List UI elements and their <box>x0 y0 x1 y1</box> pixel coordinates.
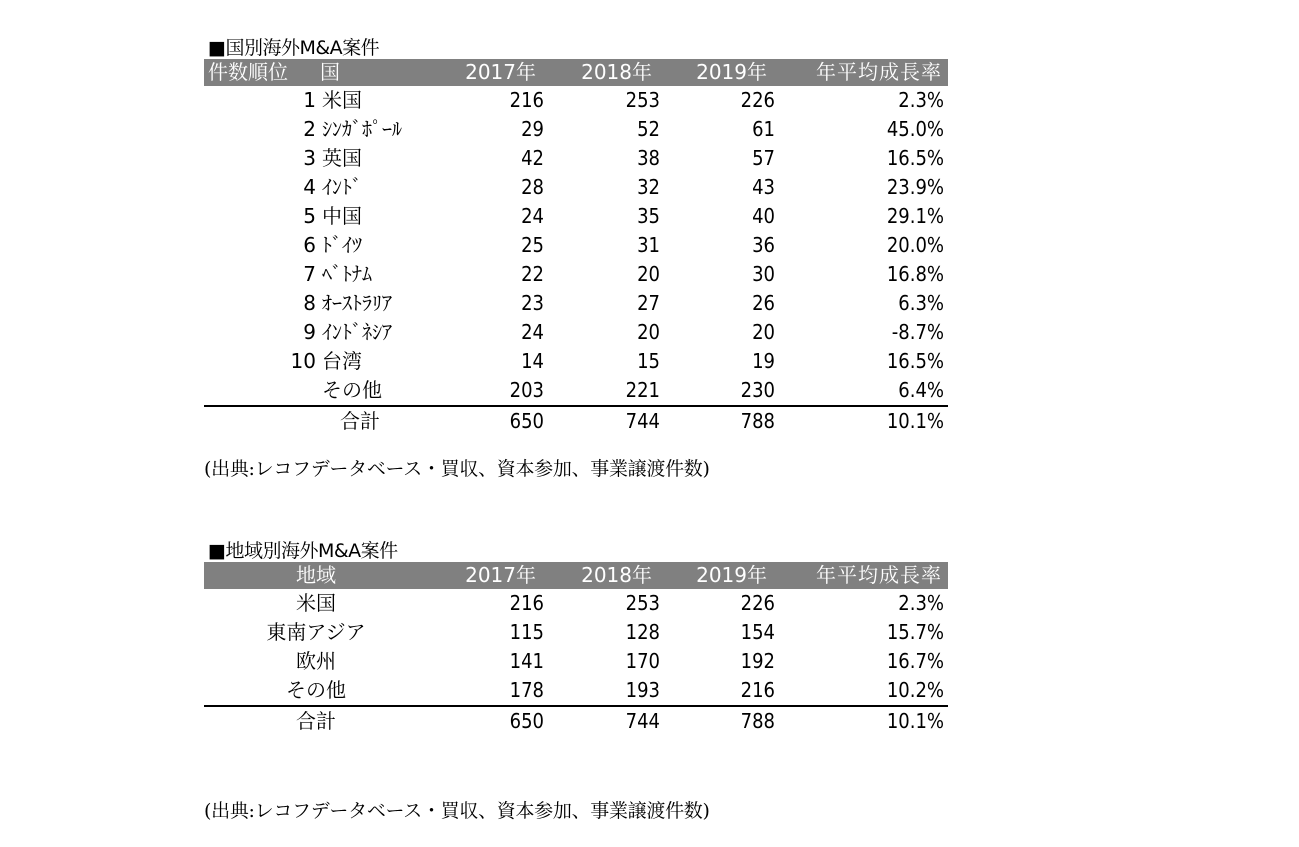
header-region: 地域 <box>204 562 428 589</box>
total-growth: 10.1% <box>775 706 948 736</box>
country-name: 米国 <box>322 88 362 112</box>
rank-number: 4 <box>303 175 316 199</box>
table-row <box>204 376 948 406</box>
value-2019: 226 <box>740 591 775 615</box>
header-2019: 2019年 <box>660 562 775 589</box>
country-name: ｲﾝﾄﾞ <box>322 175 362 199</box>
value-2018: 253 <box>625 591 660 615</box>
region-name: その他 <box>286 678 346 702</box>
country-table-title: ■国別海外M&A案件 <box>208 37 380 59</box>
value-2018: 38 <box>637 146 660 170</box>
value-2018: 31 <box>637 233 660 257</box>
country-source-note: (出典:レコフデータベース・買収、資本参加、事業譲渡件数) <box>204 458 710 480</box>
header-growth-rate: 年平均成長率 <box>775 59 948 86</box>
table-row <box>204 676 948 706</box>
rank-number: 6 <box>303 233 316 257</box>
value-2018: 15 <box>637 349 660 373</box>
table-row <box>204 115 948 144</box>
rank-number: 9 <box>303 320 316 344</box>
value-2018: 32 <box>637 175 660 199</box>
table-row <box>204 86 948 115</box>
table-row <box>204 647 948 676</box>
country-name: ﾍﾞﾄﾅﾑ <box>322 262 372 286</box>
country-name: ｲﾝﾄﾞﾈｼｱ <box>322 320 392 344</box>
country-name: ﾄﾞｲﾂ <box>322 233 362 257</box>
value-2019: 216 <box>740 678 775 702</box>
total-2018: 744 <box>544 706 660 736</box>
growth-rate: 16.7% <box>886 649 944 673</box>
value-2019: 154 <box>740 620 775 644</box>
rank-number <box>204 376 316 406</box>
table-row <box>204 144 948 173</box>
region-name: 東南アジア <box>266 620 366 644</box>
region-ma-table <box>204 562 948 736</box>
rank-number: 2 <box>303 117 316 141</box>
total-2017: 650 <box>428 706 544 736</box>
growth-rate: 45.0% <box>886 117 944 141</box>
value-2019: 30 <box>752 262 775 286</box>
rank-number: 10 <box>290 349 316 373</box>
header-2018: 2018年 <box>544 59 660 86</box>
growth-rate: 2.3% <box>898 591 944 615</box>
country-name: 英国 <box>322 146 362 170</box>
header-2017: 2017年 <box>428 562 544 589</box>
table-row <box>204 202 948 231</box>
value-2017: 29 <box>521 117 544 141</box>
table-row <box>204 231 948 260</box>
country-name: 台湾 <box>322 349 362 373</box>
value-2018: 27 <box>637 291 660 315</box>
value-2019: 226 <box>740 88 775 112</box>
rank-number: 1 <box>303 88 316 112</box>
value-2017: 14 <box>521 349 544 373</box>
region-source-note: (出典:レコフデータベース・買収、資本参加、事業譲渡件数) <box>204 800 710 822</box>
growth-rate: 10.2% <box>886 678 944 702</box>
table-row <box>204 318 948 347</box>
rank-number: 8 <box>303 291 316 315</box>
value-2017: 22 <box>521 262 544 286</box>
value-2017: 178 <box>509 678 544 702</box>
table-row <box>204 260 948 289</box>
value-2019: 36 <box>752 233 775 257</box>
value-2017: 203 <box>509 378 544 402</box>
country-name: その他 <box>322 378 382 402</box>
total-row <box>204 706 948 736</box>
total-row <box>204 406 948 436</box>
value-2017: 42 <box>521 146 544 170</box>
country-name: 中国 <box>322 204 362 228</box>
table-header-row <box>204 562 948 589</box>
country-name: ｼﾝｶﾞﾎﾟｰﾙ <box>322 117 402 141</box>
value-2019: 57 <box>752 146 775 170</box>
region-table-title: ■地域別海外M&A案件 <box>208 540 398 562</box>
value-2017: 141 <box>509 649 544 673</box>
value-2019: 192 <box>740 649 775 673</box>
value-2018: 170 <box>625 649 660 673</box>
growth-rate: 6.4% <box>898 378 944 402</box>
value-2017: 24 <box>521 320 544 344</box>
table-row <box>204 618 948 647</box>
growth-rate: 16.8% <box>886 262 944 286</box>
value-2017: 25 <box>521 233 544 257</box>
table-row <box>204 173 948 202</box>
rank-number: 3 <box>303 146 316 170</box>
rank-number: 7 <box>303 262 316 286</box>
value-2018: 52 <box>637 117 660 141</box>
growth-rate: 16.5% <box>886 349 944 373</box>
value-2017: 216 <box>509 88 544 112</box>
region-name: 欧州 <box>296 649 336 673</box>
growth-rate: -8.7% <box>891 320 944 344</box>
value-2018: 193 <box>625 678 660 702</box>
rank-number: 5 <box>303 204 316 228</box>
header-country: 国 <box>316 59 428 86</box>
growth-rate: 23.9% <box>886 175 944 199</box>
value-2018: 253 <box>625 88 660 112</box>
growth-rate: 15.7% <box>886 620 944 644</box>
value-2019: 20 <box>752 320 775 344</box>
value-2017: 28 <box>521 175 544 199</box>
value-2019: 230 <box>740 378 775 402</box>
header-2017: 2017年 <box>428 59 544 86</box>
value-2017: 216 <box>509 591 544 615</box>
value-2019: 26 <box>752 291 775 315</box>
header-2018: 2018年 <box>544 562 660 589</box>
country-ma-section <box>204 38 948 436</box>
total-2018: 744 <box>544 406 660 436</box>
value-2018: 128 <box>625 620 660 644</box>
value-2018: 20 <box>637 320 660 344</box>
total-2019: 788 <box>660 706 775 736</box>
table-header-row <box>204 59 948 86</box>
header-rank: 件数順位 <box>204 59 316 86</box>
region-name: 米国 <box>296 591 336 615</box>
total-2019: 788 <box>660 406 775 436</box>
table-row <box>204 589 948 618</box>
growth-rate: 16.5% <box>886 146 944 170</box>
growth-rate: 20.0% <box>886 233 944 257</box>
value-2017: 23 <box>521 291 544 315</box>
table-row <box>204 347 948 376</box>
growth-rate: 29.1% <box>886 204 944 228</box>
total-label: 合計 <box>204 706 428 736</box>
country-ma-table <box>204 59 948 436</box>
total-growth: 10.1% <box>775 406 948 436</box>
total-label: 合計 <box>316 406 428 436</box>
region-ma-section <box>204 541 948 736</box>
value-2018: 35 <box>637 204 660 228</box>
country-name: ｵｰｽﾄﾗﾘｱ <box>322 291 392 315</box>
total-2017: 650 <box>428 406 544 436</box>
value-2019: 19 <box>752 349 775 373</box>
value-2017: 115 <box>509 620 544 644</box>
value-2019: 61 <box>752 117 775 141</box>
growth-rate: 6.3% <box>898 291 944 315</box>
value-2018: 221 <box>625 378 660 402</box>
value-2019: 40 <box>752 204 775 228</box>
value-2018: 20 <box>637 262 660 286</box>
header-growth-rate: 年平均成長率 <box>775 562 948 589</box>
value-2019: 43 <box>752 175 775 199</box>
total-rank <box>204 406 316 436</box>
table-row <box>204 289 948 318</box>
value-2017: 24 <box>521 204 544 228</box>
growth-rate: 2.3% <box>898 88 944 112</box>
header-2019: 2019年 <box>660 59 775 86</box>
